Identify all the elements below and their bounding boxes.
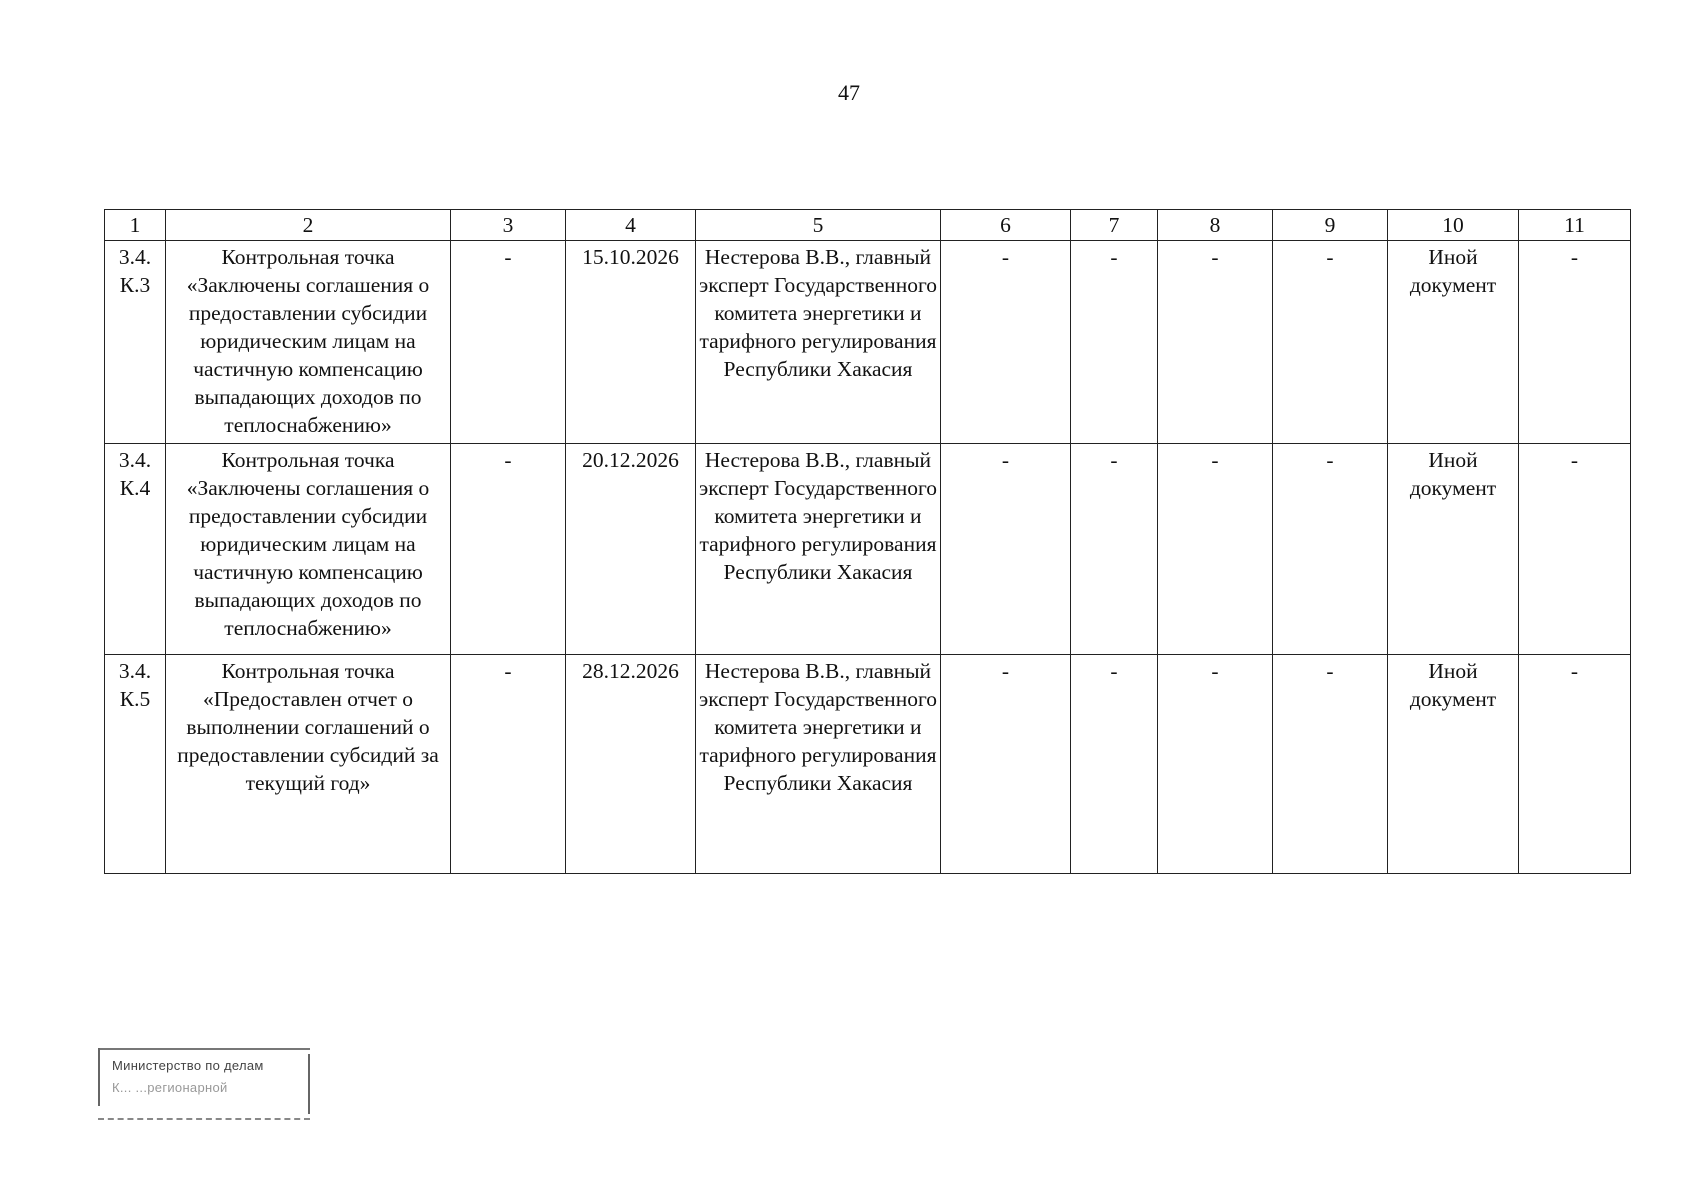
table-cell: - (941, 241, 1071, 444)
date-cell: 28.12.2026 (566, 655, 696, 874)
ministry-stamp (98, 1048, 310, 1124)
table-row (105, 241, 1631, 444)
table-cell: - (1273, 444, 1388, 655)
control-points-table (104, 209, 1631, 874)
header-cell: 5 (696, 210, 941, 241)
stamp-border (308, 1054, 310, 1114)
table-cell: - (1158, 655, 1273, 874)
responsible-cell: Нестерова В.В., главный эксперт Государственного комитета энергетики и тарифного регулирования Республики Хакасия (696, 655, 941, 874)
control-point-cell: Контрольная точка «Предоставлен отчет о выполнении соглашений о предоставлении субсидий за текущий год» (166, 655, 451, 874)
responsible-cell: Нестерова В.В., главный эксперт Государственного комитета энергетики и тарифного регулирования Республики Хакасия (696, 241, 941, 444)
document-type-cell: Иной документ (1388, 655, 1519, 874)
row-number-cell: 3.4. К.5 (105, 655, 166, 874)
table-cell: - (1071, 655, 1158, 874)
header-cell: 1 (105, 210, 166, 241)
control-point-cell: Контрольная точка «Заключены соглашения о предоставлении субсидии юридическим лицам на частичную компенсацию выпадающих доходов по теплоснабжению» (166, 241, 451, 444)
table-cell: - (941, 655, 1071, 874)
document-type-cell: Иной документ (1388, 241, 1519, 444)
table-row (105, 444, 1631, 655)
table-cell: - (1071, 241, 1158, 444)
stamp-border (98, 1118, 310, 1120)
table-cell: - (1071, 444, 1158, 655)
stamp-border (98, 1048, 100, 1106)
header-cell: 4 (566, 210, 696, 241)
row-number-cell: 3.4. К.3 (105, 241, 166, 444)
table-cell: - (451, 655, 566, 874)
table-cell: - (1519, 655, 1631, 874)
date-cell: 15.10.2026 (566, 241, 696, 444)
table-cell: - (451, 444, 566, 655)
table-row (105, 655, 1631, 874)
header-cell: 7 (1071, 210, 1158, 241)
table-cell: - (1273, 655, 1388, 874)
table-cell: - (941, 444, 1071, 655)
table-cell: - (1519, 241, 1631, 444)
stamp-border (98, 1048, 310, 1050)
header-cell: 8 (1158, 210, 1273, 241)
header-cell: 9 (1273, 210, 1388, 241)
document-type-cell: Иной документ (1388, 444, 1519, 655)
header-cell: 3 (451, 210, 566, 241)
date-cell: 20.12.2026 (566, 444, 696, 655)
table-cell: - (1519, 444, 1631, 655)
header-cell: 11 (1519, 210, 1631, 241)
table-cell: - (1158, 444, 1273, 655)
stamp-text: К... ...регионарной (112, 1080, 228, 1095)
table-cell: - (451, 241, 566, 444)
row-number-cell: 3.4. К.4 (105, 444, 166, 655)
header-cell: 2 (166, 210, 451, 241)
table-body (105, 210, 1631, 874)
control-point-cell: Контрольная точка «Заключены соглашения о предоставлении субсидии юридическим лицам на частичную компенсацию выпадающих доходов по теплоснабжению» (166, 444, 451, 655)
table-cell: - (1273, 241, 1388, 444)
header-cell: 10 (1388, 210, 1519, 241)
table-cell: - (1158, 241, 1273, 444)
header-cell: 6 (941, 210, 1071, 241)
page-number: 47 (838, 80, 860, 105)
stamp-text: Министерство по делам (112, 1058, 264, 1073)
responsible-cell: Нестерова В.В., главный эксперт Государственного комитета энергетики и тарифного регулирования Республики Хакасия (696, 444, 941, 655)
header-row (105, 210, 1631, 241)
